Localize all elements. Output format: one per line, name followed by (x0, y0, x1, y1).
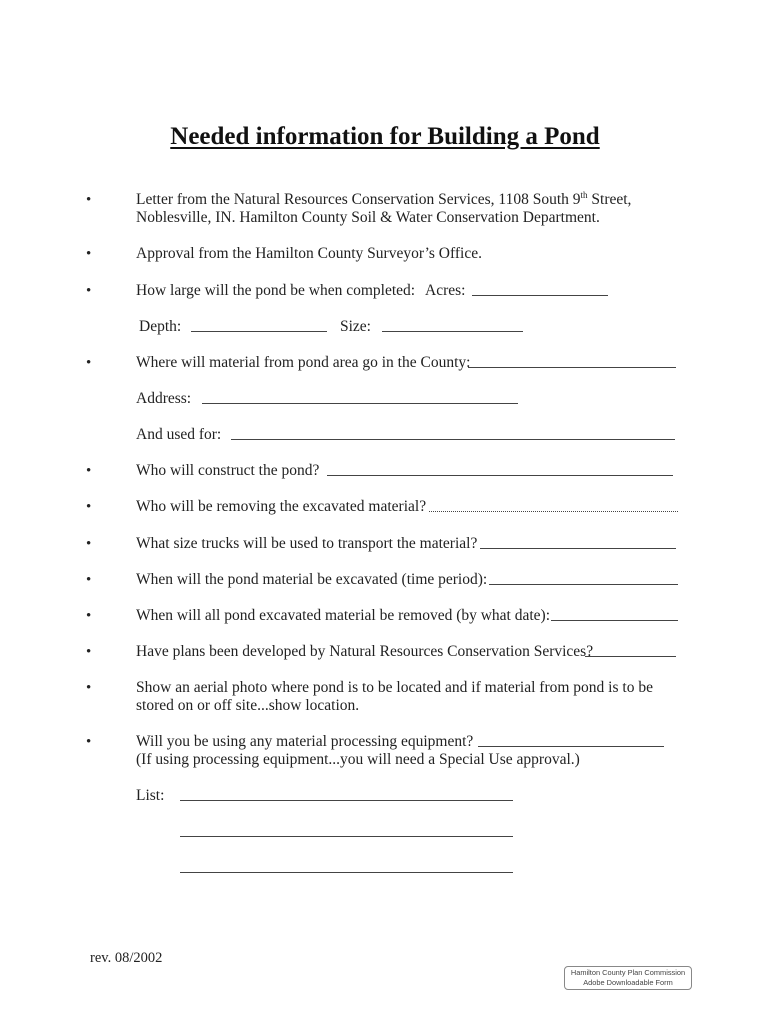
item-constructor: Who will construct the pond? (136, 462, 320, 479)
bullet: • (86, 644, 92, 660)
plans-field[interactable] (585, 656, 676, 657)
acres-field[interactable] (472, 295, 608, 296)
page-title: Needed information for Building a Pond (170, 123, 600, 150)
constructor-field[interactable] (327, 475, 673, 476)
list-field-1[interactable] (180, 800, 513, 801)
form-source-badge (564, 966, 692, 990)
used-for-label: And used for: (136, 426, 222, 443)
item-approval: Approval from the Hamilton County Surveyor’s Office. (136, 245, 482, 262)
item-aerial-line2: stored on or off site...show location. (136, 697, 360, 714)
bullet: • (86, 499, 92, 515)
item-equipment-line1: Will you be using any material processing equipment? (136, 733, 474, 750)
item-plans: Have plans been developed by Natural Resources Conservation Services? (136, 643, 594, 660)
depth-label: Depth: (139, 318, 182, 335)
size-field[interactable] (382, 331, 523, 332)
depth-field[interactable] (191, 331, 327, 332)
bullet: • (86, 283, 92, 299)
bullet: • (86, 680, 92, 696)
material-location-field[interactable] (468, 367, 676, 368)
bullet: • (86, 463, 92, 479)
acres-label: Acres: (425, 282, 466, 299)
bullet: • (86, 734, 92, 750)
list-field-3[interactable] (180, 872, 513, 873)
address-label: Address: (136, 390, 192, 407)
badge-line2: Adobe Downloadable Form (583, 978, 673, 987)
list-field-2[interactable] (180, 836, 513, 837)
excavation-time-field[interactable] (489, 584, 678, 585)
item-excavation-time: When will the pond material be excavated (time period): (136, 571, 488, 588)
item-equipment-line2: (If using processing equipment...you will need a Special Use approval.) (136, 751, 580, 768)
address-field[interactable] (202, 403, 518, 404)
trucks-field[interactable] (480, 548, 676, 549)
list-label: List: (136, 787, 165, 804)
removal-date-field[interactable] (551, 620, 678, 621)
badge-line1: Hamilton County Plan Commission (570, 968, 686, 977)
bullet: • (86, 246, 92, 262)
item-letter-line2: Noblesville, IN. Hamilton County Soil & Water Conservation Department. (136, 209, 600, 226)
bullet: • (86, 608, 92, 624)
equipment-field[interactable] (478, 746, 664, 747)
bullet: • (86, 192, 92, 208)
remover-field[interactable] (429, 511, 678, 512)
size-label: Size: (340, 318, 371, 335)
item-aerial-line1: Show an aerial photo where pond is to be located and if material from pond is to be (136, 679, 653, 696)
item-remover: Who will be removing the excavated material? (136, 498, 427, 515)
bullet: • (86, 536, 92, 552)
item-letter-line1: Letter from the Natural Resources Conservation Services, 1108 South 9th Street, (136, 190, 632, 208)
item-size-question: How large will the pond be when completed: (136, 282, 416, 299)
used-for-field[interactable] (231, 439, 675, 440)
revision-label: rev. 08/2002 (90, 950, 163, 966)
item-material-question: Where will material from pond area go in the County: (136, 354, 471, 371)
bullet: • (86, 355, 92, 371)
item-removal-date: When will all pond excavated material be removed (by what date): (136, 607, 551, 624)
bullet: • (86, 572, 92, 588)
item-trucks: What size trucks will be used to transport the material? (136, 535, 478, 552)
